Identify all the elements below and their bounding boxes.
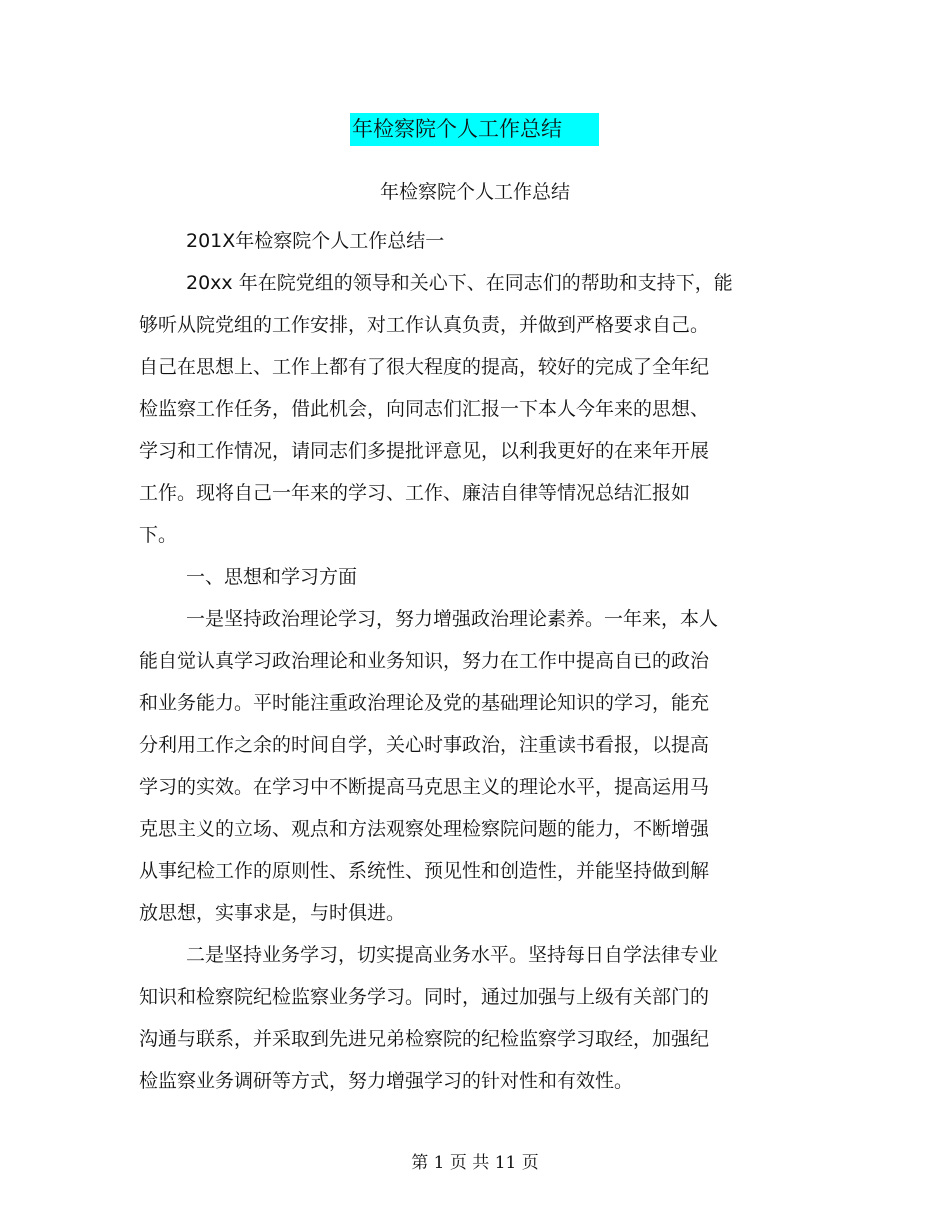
body-line: 沟通与联系，并采取到先进兄弟检察院的纪检监察学习取经，加强纪 [139, 1028, 710, 1050]
body-line: 够听从院党组的工作安排，对工作认真负责，并做到严格要求自己。 [139, 314, 710, 336]
body-line: 从事纪检工作的原则性、系统性、预见性和创造性，并能坚持做到解 [139, 860, 710, 882]
body-line: 自己在思想上、工作上都有了很大程度的提高，较好的完成了全年纪 [139, 356, 710, 378]
page-footer: 第 1 页 共 11 页 [411, 1153, 539, 1173]
body-line: 知识和检察院纪检监察业务学习。同时，通过加强与上级有关部门的 [139, 986, 710, 1008]
body-line: 二是坚持业务学习，切实提高业务水平。坚持每日自学法律专业 [186, 944, 719, 966]
body-line: 检监察工作任务，借此机会，向同志们汇报一下本人今年来的思想、 [139, 398, 710, 420]
body-line: 工作。现将自己一年来的学习、工作、廉洁自律等情况总结汇报如 [139, 482, 691, 504]
body-line: 一、思想和学习方面 [186, 566, 358, 588]
body-line: 能自觉认真学习政治理论和业务知识，努力在工作中提高自已的政治 [139, 650, 710, 672]
document-body [139, 220, 764, 1102]
body-line: 克思主义的立场、观点和方法观察处理检察院问题的能力，不断增强 [139, 818, 710, 840]
document-title: 年检察院个人工作总结 [350, 113, 599, 146]
body-line: 20xx 年在院党组的领导和关心下、在同志们的帮助和支持下，能 [186, 272, 733, 294]
body-line: 学习和工作情况，请同志们多提批评意见，以利我更好的在来年开展 [139, 440, 710, 462]
body-line: 分利用工作之余的时间自学，关心时事政治，注重读书看报，以提高 [139, 734, 710, 756]
document-subtitle: 年检察院个人工作总结 [379, 181, 570, 203]
body-line: 检监察业务调研等方式，努力增强学习的针对性和有效性。 [139, 1070, 634, 1092]
body-line: 下。 [139, 524, 178, 546]
body-line: 和业务能力。平时能注重政治理论及党的基础理论知识的学习，能充 [139, 692, 710, 714]
body-line: 学习的实效。在学习中不断提高马克思主义的理论水平，提高运用马 [139, 776, 710, 798]
body-line: 一是坚持政治理论学习，努力增强政治理论素养。一年来，本人 [186, 608, 719, 630]
body-line: 201X年检察院个人工作总结一 [186, 230, 445, 252]
body-line: 放思想，实事求是，与时俱进。 [139, 902, 406, 924]
